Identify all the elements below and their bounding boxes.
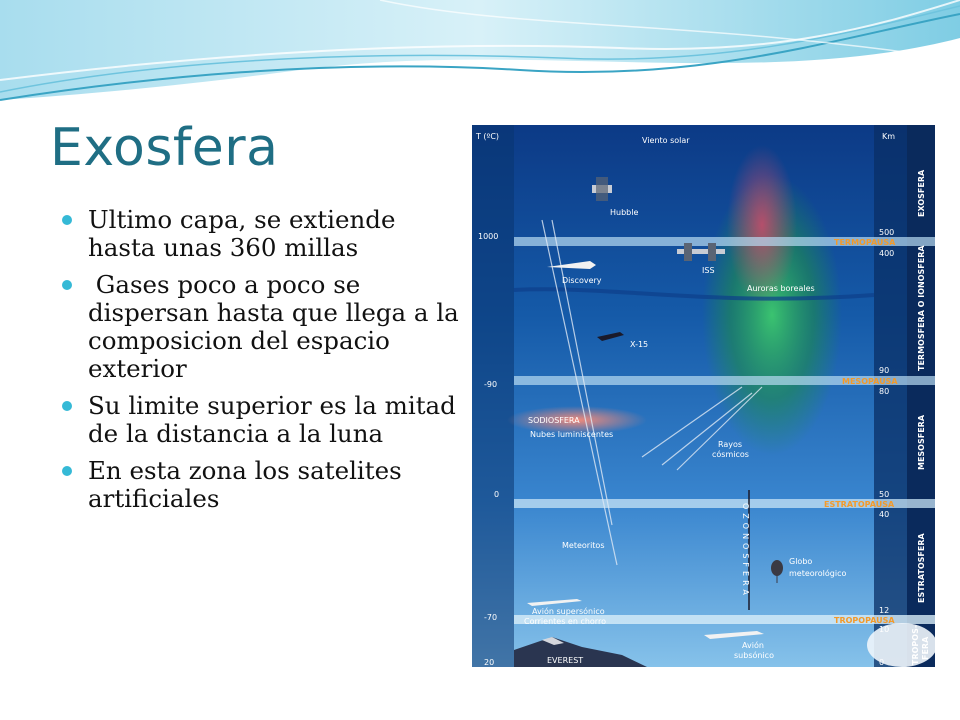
label-ozonosfera: OZONOSFERA xyxy=(741,503,750,599)
label-discovery: Discovery xyxy=(562,276,602,285)
km-tick: 90 xyxy=(879,366,890,375)
bullet-item xyxy=(62,392,467,448)
label-everest: EVEREST xyxy=(547,656,584,665)
bullet-text: En esta zona los satelites artificiales xyxy=(88,456,402,513)
bullet-dot-icon xyxy=(62,401,72,411)
temp-tick: -70 xyxy=(484,613,498,622)
label-cosmicos: cósmicos xyxy=(712,450,749,459)
tropopausa-label: TROPOPAUSA xyxy=(834,616,895,625)
bullet-text: Ultimo capa, se extiende hasta unas 360 millas xyxy=(88,205,396,262)
bullet-item xyxy=(62,457,467,513)
label-viento-solar: Viento solar xyxy=(642,136,690,145)
bullet-dot-icon xyxy=(62,215,72,225)
label-corrientes: Corrientes en chorro xyxy=(524,617,606,626)
km-tick: 12 xyxy=(879,606,890,615)
label-iss: ISS xyxy=(702,266,715,275)
bullet-text: Su limite superior es la mitad de la distancia a la luna xyxy=(88,391,456,448)
termopausa-band xyxy=(514,237,935,247)
aurora-glow-red xyxy=(727,145,797,305)
km-tick: 400 xyxy=(879,249,895,258)
km-tick: 10 xyxy=(879,625,890,634)
layer-exosfera: EXOSFERA xyxy=(917,169,926,217)
km-tick: 0 xyxy=(879,658,885,667)
wave-header-decoration xyxy=(0,0,960,110)
layer-termosfera: TERMOSFERA O IONOSFERA xyxy=(917,245,926,371)
label-sodiosfera: SODIOSFERA xyxy=(528,416,580,425)
estratopausa-label: ESTRATOPAUSA xyxy=(824,500,895,509)
label-subsonico: subsónico xyxy=(734,651,774,660)
km-tick: 80 xyxy=(879,387,890,396)
slide-title: Exosfera xyxy=(50,118,279,178)
temp-tick: 20 xyxy=(484,658,495,667)
label-x15: X-15 xyxy=(630,340,649,349)
label-globo: Globo xyxy=(789,557,813,566)
bullet-list xyxy=(62,206,467,522)
bullet-item xyxy=(62,271,467,383)
bullet-dot-icon xyxy=(62,280,72,290)
temp-tick: -90 xyxy=(484,380,498,389)
temp-tick: 1000 xyxy=(478,232,499,241)
temperature-column xyxy=(472,125,514,667)
bullet-item xyxy=(62,206,467,262)
km-tick: 40 xyxy=(879,510,890,519)
km-tick: 500 xyxy=(879,228,895,237)
label-rayos: Rayos xyxy=(718,440,743,449)
layer-estratosfera: ESTRATOSFERA xyxy=(917,533,926,603)
termopausa-label: TERMOPAUSA xyxy=(834,238,896,247)
km-tick: 50 xyxy=(879,490,890,499)
label-auroras: Auroras boreales xyxy=(747,284,815,293)
bullet-dot-icon xyxy=(62,466,72,476)
bullet-text: Gases poco a poco se dispersan hasta que llega a la composicion del espacio exterior xyxy=(88,270,467,383)
altitude-column xyxy=(874,125,907,667)
temp-tick: 0 xyxy=(494,490,500,499)
altitude-header: Km xyxy=(882,132,896,141)
layer-troposfera-part2: FERA xyxy=(921,636,930,660)
layer-mesosfera: MESOSFERA xyxy=(917,414,926,470)
label-hubble: Hubble xyxy=(610,208,639,217)
mesopausa-label: MESOPAUSA xyxy=(842,377,898,386)
label-avion-supersonico: Avión supersónico xyxy=(532,607,605,616)
label-meteoritos: Meteoritos xyxy=(562,541,605,550)
label-nubes: Nubes luminiscentes xyxy=(530,430,614,439)
atmosphere-layers-diagram xyxy=(472,125,935,667)
estratopausa-band xyxy=(514,499,935,509)
layer-troposfera-part1: TROPOS- xyxy=(911,624,920,665)
label-avion: Avión xyxy=(742,641,764,650)
label-meteorologico: meteorológico xyxy=(789,569,847,578)
temperature-header: T (ºC) xyxy=(476,132,500,141)
